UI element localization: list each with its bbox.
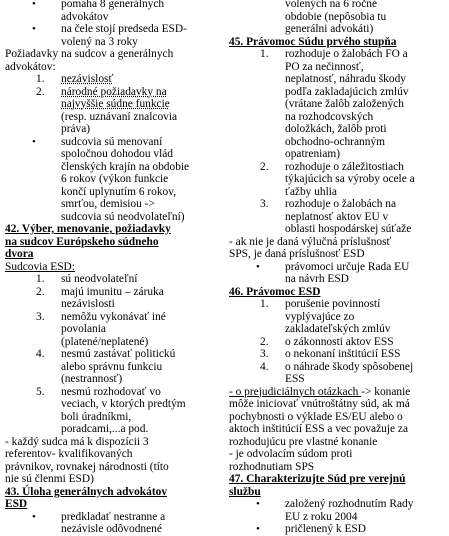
list-item: sudcovia sú menovaní • (32, 135, 163, 148)
list-number: 2. (260, 335, 269, 348)
section-heading: službu (229, 485, 261, 498)
list-number: 4. (36, 348, 45, 360)
list-item: obdobie (nepôsobia tu (285, 10, 387, 23)
list-item: nezávislosť 1. (36, 73, 114, 85)
list-item: nemôžu vykonávať iné 3. (36, 310, 166, 323)
list-item: ťažby uhlia (285, 185, 337, 198)
paragraph: SPS, je daná príslušnosť ESD (229, 248, 365, 260)
bullet-icon: • (256, 523, 260, 535)
list-number: 5. (36, 385, 45, 398)
list-number: 1. (36, 273, 45, 285)
list-item: nezávislosti (61, 298, 115, 310)
list-item: smrťou, demisiou -> (61, 198, 155, 210)
list-item: (nestrannosť) (61, 373, 123, 385)
list-item: nezávisle odôvodnené (61, 523, 162, 535)
list-item: advokátov (61, 10, 109, 23)
right-column (229, 0, 443, 536)
list-item: národné požiadavky na 2. (36, 85, 167, 98)
paragraph: - o prejudiciálnych otázkach -> konanie (229, 385, 411, 398)
list-item: generálni advokáti) (285, 23, 374, 35)
list-item: zakladateľských zmlúv (285, 323, 391, 335)
list-item: podľa zakladajúcich zmlúv (285, 85, 409, 98)
list-item: majú imunitu – záruka 2. (36, 285, 164, 298)
list-item: volený na 3 roky (61, 35, 138, 48)
list-item: nesmú zastávať politickú 4. (36, 348, 176, 360)
list-item: právomoci určuje Rada EU • (256, 260, 410, 273)
list-item: pomaha 8 generálnych • (32, 0, 165, 10)
list-number: 1. (260, 48, 269, 60)
list-number: 4. (260, 360, 269, 373)
list-item: boli úradníkmi, (61, 410, 132, 423)
list-item: o náhrade škody spôsobenej 4. (260, 360, 414, 373)
list-item: ESS (285, 373, 305, 385)
paragraph: môže iniciovať vnútroštátny súd, ak má (229, 398, 410, 410)
list-number: 3. (260, 198, 269, 210)
paragraph: - je odvolacím súdom proti (229, 448, 353, 460)
list-item: (platené/neplatené) (61, 335, 149, 348)
list-number: 2. (260, 160, 269, 173)
bullet-icon: • (32, 135, 36, 148)
paragraph: právnikov, rovnakej národnosti (títo (5, 460, 169, 473)
list-item: doložkách, žalôb proti (285, 123, 387, 135)
list-item: obchodno-ochranným (285, 135, 385, 148)
list-item: 6 rokov (výkon funkcie (61, 173, 169, 185)
bullet-icon: • (256, 260, 260, 273)
list-item: spoločnou dohodou vlád (61, 148, 173, 160)
list-item: PO za nečinnosť, (285, 60, 364, 73)
list-item: vyplývajúce zo (285, 310, 355, 323)
paragraph: pochybnosti o výklade ES/EU alebo o (229, 410, 403, 423)
list-item: sudcovia sú neodvolateľní) (61, 210, 185, 223)
paragraph: rozhodnutiam SPS (229, 460, 315, 473)
list-item: rozhoduje o žalobách FO a 1. (260, 48, 408, 60)
list-item: neplatnosť aktov EU v (285, 210, 389, 223)
paragraph: referentov- kvalifikovaných (5, 448, 133, 460)
list-number: 1. (260, 298, 269, 310)
bullet-icon: • (32, 23, 36, 35)
list-item: EU z roku 2004 (285, 510, 358, 523)
list-item: predkladať nestranne a • (32, 510, 166, 523)
section-heading: 45. Právomoc Súdu prvého stupňa (229, 35, 397, 48)
list-item: poradcami,...a pod. (61, 423, 149, 435)
bullet-icon: • (256, 498, 260, 510)
list-item: členských krajín na obdobie (61, 160, 190, 173)
paragraph: rozhodujúcu pre vlastné konanie (229, 435, 378, 448)
paragraph: - každý sudca má k dispozícii 3 (5, 435, 149, 448)
list-item: na čele stojí predseda ESD- • (32, 23, 187, 35)
list-item: najvyššie súdne funkcie (61, 98, 170, 110)
list-number: 3. (260, 348, 269, 360)
list-item: práva) (61, 123, 91, 135)
list-item: sú neodvolateľní 1. (36, 273, 138, 285)
list-number: 2. (36, 285, 45, 298)
list-item: založený rozhodnutím Rady • (256, 498, 414, 510)
underlined-term: - o prejudiciálnych otázkach (229, 385, 362, 398)
bullet-icon: • (32, 510, 36, 523)
list-item: neplatnosť, náhradu škody (285, 73, 406, 85)
list-item: volených na 6 ročné (285, 0, 378, 10)
list-item: na rozhodcovských (285, 110, 374, 123)
paragraph: aktoch inštitúcií ESS a vec považuje za (229, 423, 409, 435)
list-item: veciach, v ktorých predtým (61, 398, 186, 410)
list-item: o nekonaní inštitúcií ESS 3. (260, 348, 401, 360)
list-number: 1. (36, 73, 45, 85)
list-item: oblasti hospodárskej súťaže (285, 223, 412, 235)
list-item: končí uplynutím 6 rokov, (61, 185, 177, 198)
list-item: alebo správnu funkciu (61, 360, 163, 373)
list-item: o zákonnosti aktov ESS 2. (260, 335, 394, 348)
list-item: opatreniam) (285, 148, 341, 160)
left-column (5, 0, 218, 536)
paragraph: - ak nie je daná výlučná príslušnosť (229, 235, 392, 248)
list-item: porušenie povinností 1. (260, 298, 381, 310)
section-heading: na sudcov Európskeho súdneho (5, 235, 159, 248)
paragraph: nie sú členmi ESD) (5, 473, 94, 485)
list-item: (vrátane žalôb založených (285, 98, 404, 110)
section-heading: dvora (5, 248, 34, 260)
section-heading: 43. Úloha generálnych advokátov (5, 485, 168, 498)
bullet-icon: • (32, 0, 36, 10)
section-heading: 46. Právomoc ESD (229, 285, 321, 298)
section-heading: ESD (5, 498, 28, 510)
subheading: Sudcovia ESD: (5, 260, 75, 273)
list-item: rozhoduje o žalobách na 3. (260, 198, 397, 210)
list-item: na návrh ESD (285, 273, 349, 285)
section-heading: 42. Výber, menovanie, požiadavky (5, 223, 171, 235)
list-item: rozhoduje o záležitostiach 2. (260, 160, 404, 173)
list-number: 3. (36, 310, 45, 323)
paragraph: advokátov: (5, 60, 56, 73)
list-item: pričlenený k ESD • (256, 523, 366, 535)
section-heading: 47. Charakterizujte Súd pre verejnú (229, 473, 406, 485)
list-item: povolania (61, 323, 106, 335)
list-item: týkajúcich sa výroby ocele a (285, 173, 415, 185)
list-number: 2. (36, 85, 45, 98)
list-item: (resp. uznávaní znalcovia (61, 110, 178, 123)
list-item: nesmú rozhodovať vo 5. (36, 385, 161, 398)
paragraph: Požiadavky na sudcov a generálnych (5, 48, 174, 60)
